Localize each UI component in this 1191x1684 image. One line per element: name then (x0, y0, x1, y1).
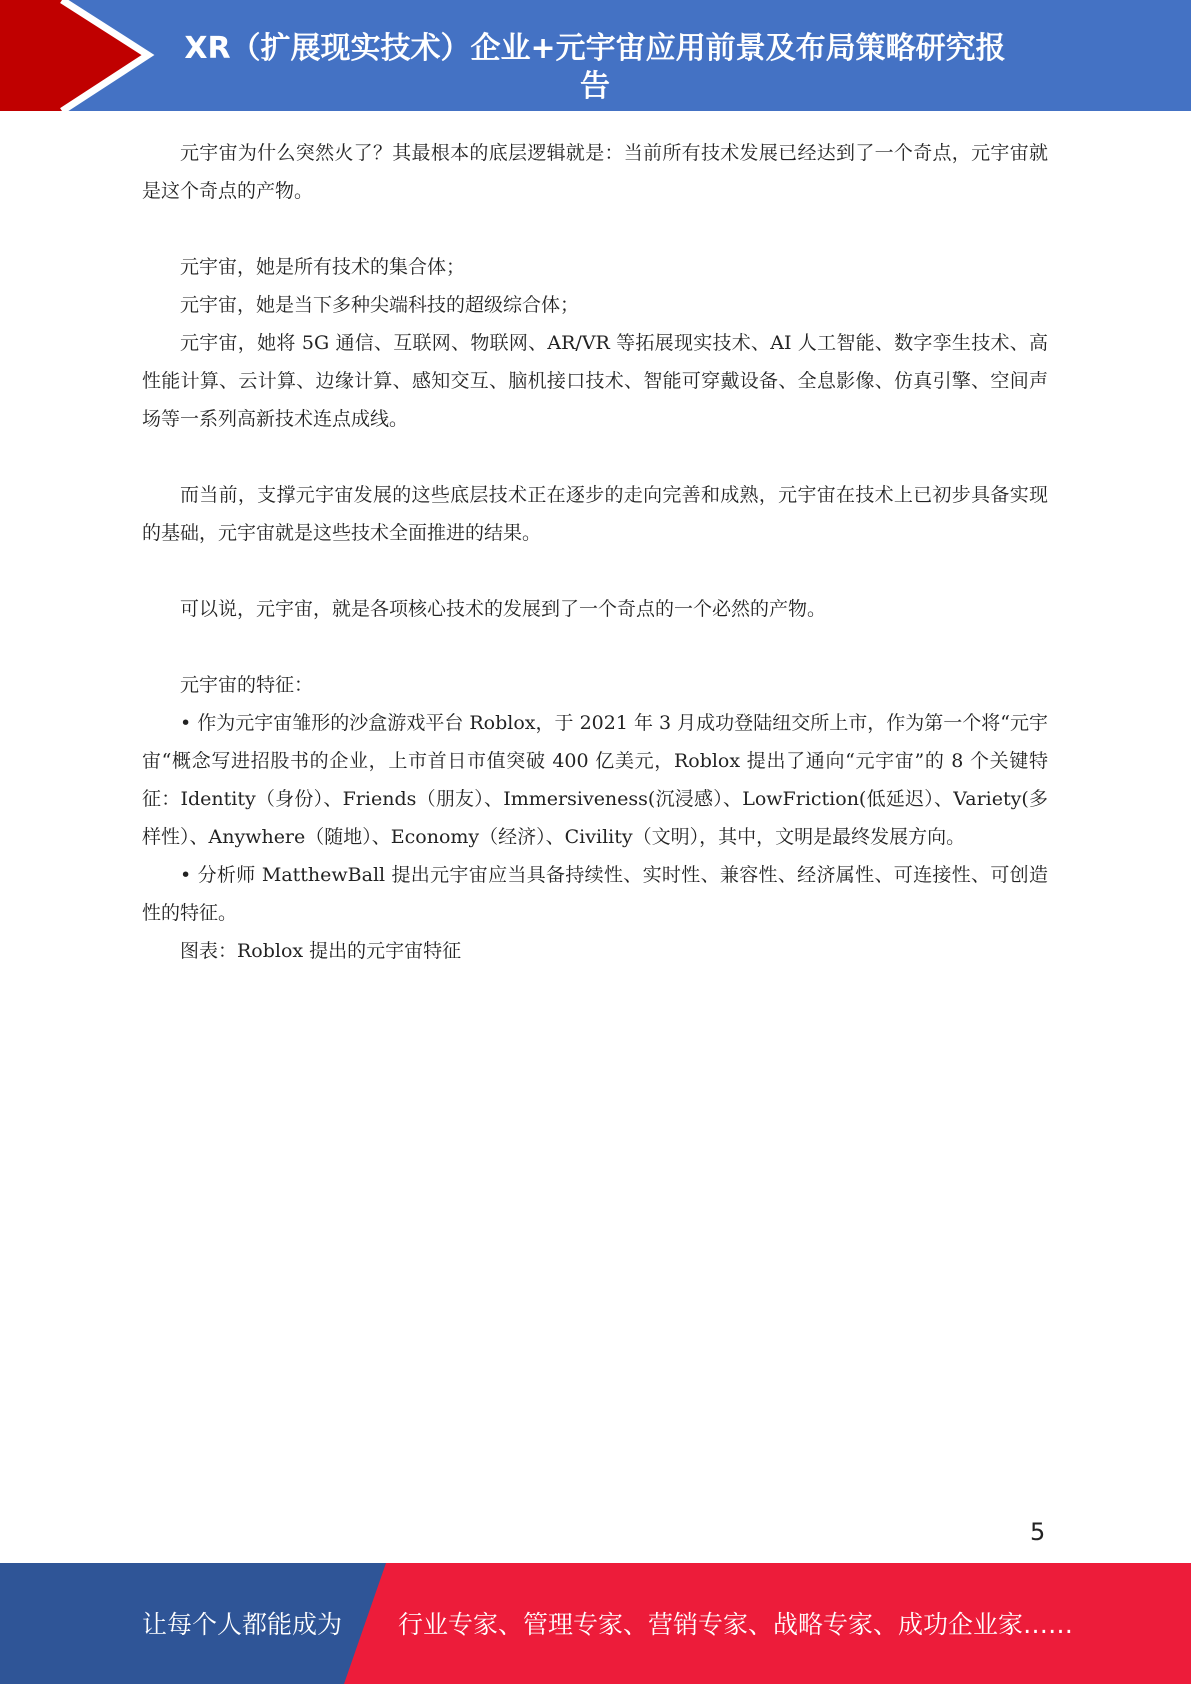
figure-caption: 图表：Roblox 提出的元宇宙特征 (180, 940, 462, 962)
footer-banner (0, 1563, 1191, 1684)
footer-slogan-left: 让每个人都能成为 (142, 1610, 343, 1639)
paragraph-complex: 元宇宙，她是当下多种尖端科技的超级综合体； (180, 294, 580, 316)
paragraph-current: 而当前，支撑元宇宙发展的这些底层技术正在逐步的走向完善和成熟，元宇宙在技术上已初步具备实现的基础，元宇宙就是这些技术全面推进的结果。 (142, 484, 1048, 544)
paragraph-conclusion: 可以说，元宇宙，就是各项核心技术的发展到了一个奇点的一个必然的产物。 (180, 598, 827, 620)
paragraph-features-heading: 元宇宙的特征： (180, 674, 314, 696)
bullet-matthewball: • 分析师 MatthewBall 提出元宇宙应当具备持续性、实时性、兼容性、经济属性、可连接性、可创造性的特征。 (142, 864, 1048, 924)
header-banner (0, 0, 1191, 111)
paragraph-intro: 元宇宙为什么突然火了？其最根本的底层逻辑就是：当前所有技术发展已经达到了一个奇点，元宇宙就是这个奇点的产物。 (142, 142, 1048, 202)
page-number: 5 (1030, 1518, 1046, 1546)
document-body (142, 134, 1048, 970)
document-title: XR（扩展现实技术）企业+元宇宙应用前景及布局策略研究报告 (184, 31, 1006, 104)
red-arrow-decoration (0, 0, 170, 111)
paragraph-collection: 元宇宙，她是所有技术的集合体； (180, 256, 466, 278)
bullet-roblox: • 作为元宇宙雏形的沙盒游戏平台 Roblox，于 2021 年 3 月成功登陆纽交所上市，作为第一个将“元宇宙“概念写进招股书的企业，上市首日市值突破 400 亿美元，Roblox 提出了通向“元宇宙”的 8 个关键特征：Identity（身份）、Friends（朋友）、Immersiveness(沉浸感）、LowFriction(低延迟）、Variety(多样性）、Anywhere（随地）、Economy（经济）、Civility（文明），其中，文明是最终发展方向。 (142, 712, 1048, 848)
paragraph-technologies: 元宇宙，她将 5G 通信、互联网、物联网、AR/VR 等拓展现实技术、AI 人工智能、数字孪生技术、高性能计算、云计算、边缘计算、感知交互、脑机接口技术、智能可穿戴设备、全息影像、仿真引擎、空间声场等一系列高新技术连点成线。 (142, 332, 1048, 430)
footer-slogan-right: 行业专家、管理专家、营销专家、战略专家、成功企业家…… (398, 1610, 1074, 1639)
